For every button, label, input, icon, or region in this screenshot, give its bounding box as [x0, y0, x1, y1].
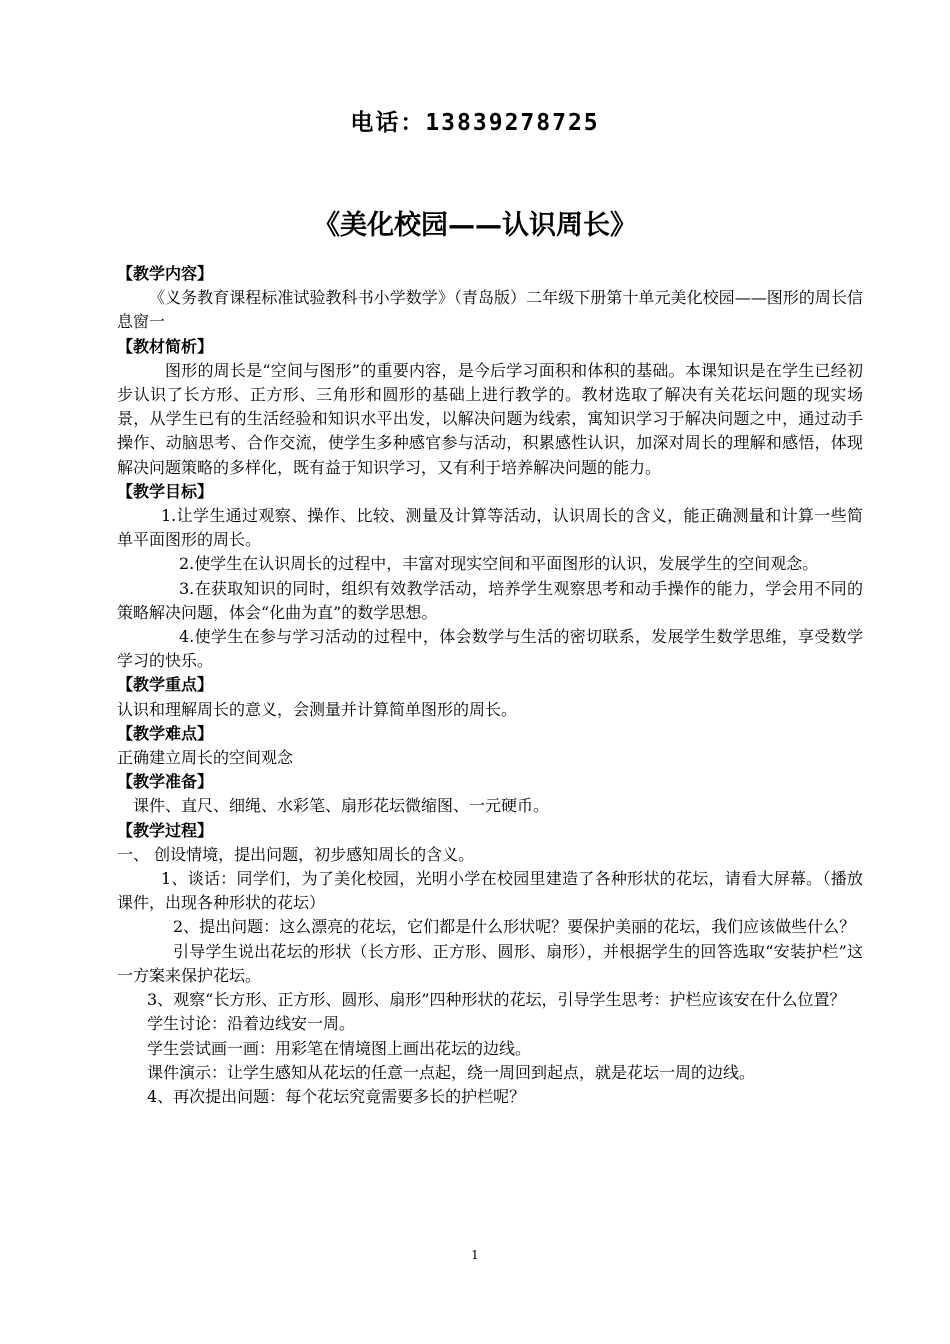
process-item: 引导学生说出花坛的形状（长方形、正方形、圆形、扇形），并根据学生的回答选取“安装护栏”这一方案来保护花坛。 — [117, 941, 863, 985]
goal-item: 1.让学生通过观察、操作、比较、测量及计算等活动，认识周长的含义，能正确测量和计算一些简单平面图形的周长。 — [117, 506, 863, 550]
process-item: 4、再次提出问题：每个花坛究竟需要多长的护栏呢？ — [147, 1086, 526, 1106]
process-item: 学生尝试画一画：用彩笔在情境图上画出花坛的边线。 — [147, 1038, 532, 1058]
section-heading-key: 【教学重点】 — [117, 675, 214, 695]
goal-item: 4.使学生在参与学习活动的过程中，体会数学与生活的密切联系，发展学生数学思维，享受数学学习的快乐。 — [117, 627, 863, 671]
process-item: 3、观察“长方形、正方形、圆形、扇形”四种形状的花坛，引导学生思考：护栏应该安在什么位置？ — [147, 990, 846, 1010]
section-heading-difficult: 【教学难点】 — [117, 723, 214, 743]
goal-item: 2.使学生在认识周长的过程中，丰富对现实空间和平面图形的认识，发展学生的空间观念。 — [179, 554, 819, 574]
section-heading-content: 【教学内容】 — [117, 264, 214, 283]
key-paragraph: 认识和理解周长的意义，会测量并计算简单图形的周长。 — [117, 699, 518, 719]
goal-item: 3.在获取知识的同时，组织有效教学活动，培养学生观察思考和动手操作的能力，学会用不同的策略解决问题，体会“化曲为直”的数学思想。 — [117, 578, 863, 622]
prep-paragraph: 课件、直尺、细绳、水彩笔、扇形花坛微缩图、一元硬币。 — [133, 796, 550, 816]
content-paragraph: 《义务教育课程标准试验教科书小学数学》（青岛版）二年级下册第十单元美化校园——图形的周长信息窗一 — [117, 288, 863, 332]
process-item: 课件演示：让学生感知从花坛的任意一点起，绕一周回到起点，就是花坛一周的边线。 — [147, 1062, 756, 1082]
document-body — [117, 262, 863, 1109]
process-item: 学生讨论：沿着边线安一周。 — [147, 1014, 356, 1034]
page-number: 1 — [471, 1248, 479, 1262]
process-item: 1、谈话：同学们，为了美化校园，光明小学在校园里建造了各种形状的花坛，请看大屏幕。（播放课件，出现各种形状的花坛） — [117, 869, 863, 913]
process-item: 2、提出问题：这么漂亮的花坛，它们都是什么形状呢？要保护美丽的花坛，我们应该做些什么？ — [173, 917, 856, 937]
section-heading-analysis: 【教材简析】 — [117, 336, 214, 356]
section-heading-goals: 【教学目标】 — [117, 481, 214, 501]
difficult-paragraph: 正确建立周长的空间观念 — [117, 748, 294, 768]
phone-number: 电话：13839278725 — [350, 110, 600, 136]
analysis-paragraph: 图形的周长是“空间与图形”的重要内容，是今后学习面积和体积的基础。本课知识是在学生已经初步认识了长方形、正方形、三角形和圆形的基础上进行教学的。教材选取了解决有关花坛问题的现实场景，从学生已有的生活经验和知识水平出发，以解决问题为线索，寓知识学习于解决问题之中，通过动手操作、动脑思考、合作交流，使学生多种感官参与活动，积累感性认识，加深对周长的理解和感悟，体现解决问题策略的多样化，既有益于知识学习，又有利于培养解决问题的能力。 — [117, 360, 863, 477]
section-heading-process: 【教学过程】 — [117, 820, 214, 840]
section-heading-prep: 【教学准备】 — [117, 772, 214, 792]
document-title: 《美化校园——认识周长》 — [313, 210, 637, 241]
process-item: 一、 创设情境，提出问题，初步感知周长的含义。 — [117, 844, 475, 864]
